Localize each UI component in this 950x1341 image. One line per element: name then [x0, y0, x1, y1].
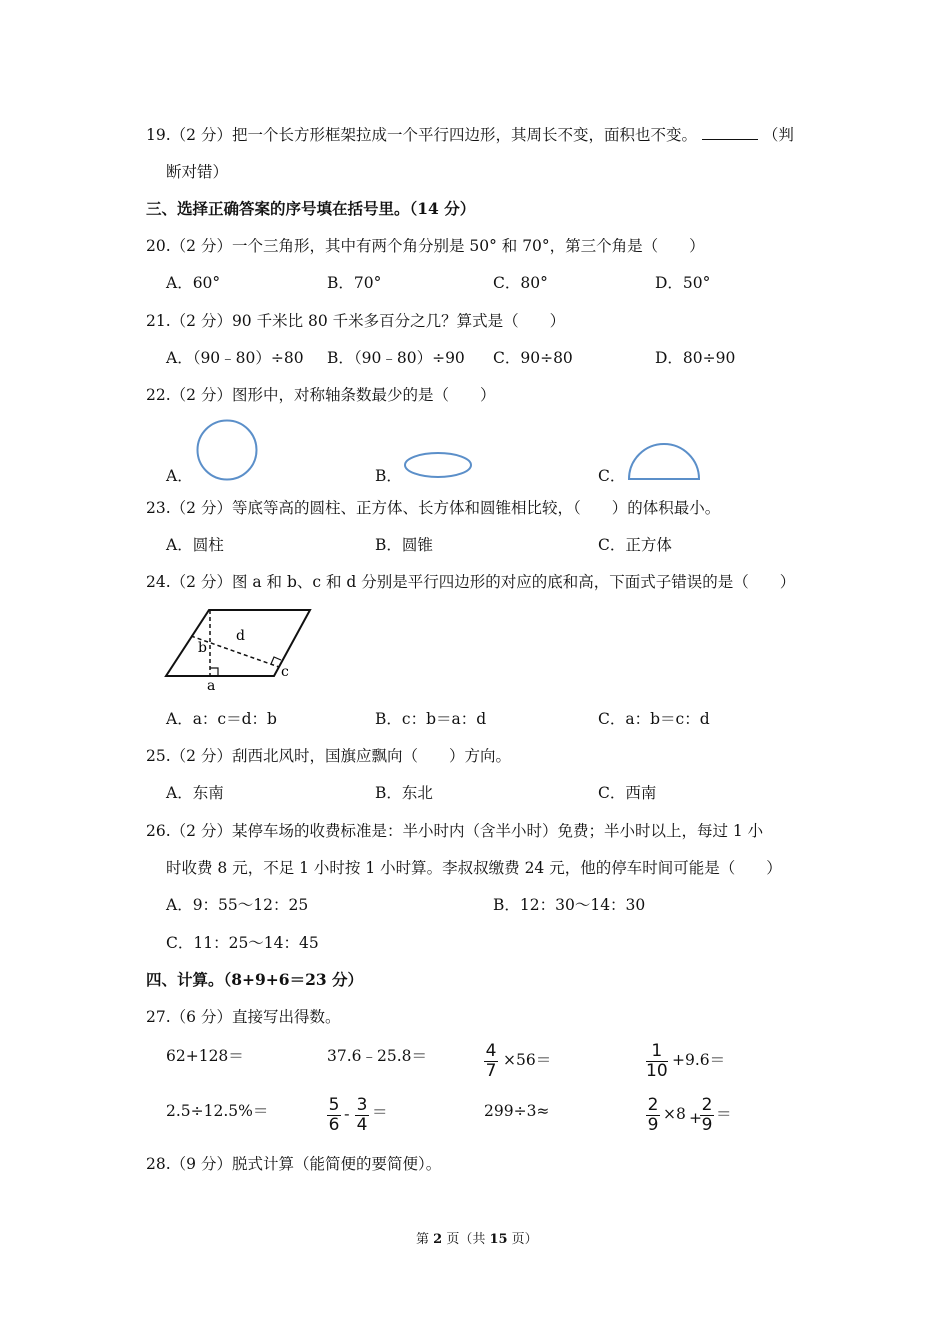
calc-8-operator: + [689, 1109, 702, 1127]
calc-5: 2.5÷12.5%＝ [166, 1102, 269, 1120]
parallelogram-figure [160, 604, 320, 694]
calc-8-rest: ＝ [716, 1105, 732, 1123]
ellipse-shape [402, 450, 474, 480]
q24-option-a[interactable]: A．a：c＝d：b [166, 710, 277, 728]
calc-2: 37.6﹣25.8＝ [327, 1047, 428, 1065]
section-3-title: 三、选择正确答案的序号填在括号里。（14 分） [146, 199, 476, 218]
q21-option-d[interactable]: D．80÷90 [655, 349, 736, 367]
calc-8-fraction-2: 2 9 [701, 1095, 713, 1135]
q20-text: 20.（2 分）一个三角形，其中有两个角分别是 50° 和 70°，第三个角是（ ） [146, 237, 705, 255]
q19-line1: 19.（2 分）把一个长方形框架拉成一个平行四边形，其周长不变，面积也不变。 （判 [146, 126, 794, 144]
q26-line2: 时收费 8 元，不足 1 小时按 1 小时算。李叔叔缴费 24 元，他的停车时间可能是（ ） [166, 859, 782, 877]
page-footer: 第 2 页（共 15 页） [416, 1232, 538, 1247]
label-c: c [281, 664, 289, 680]
q21-option-b[interactable]: B．（90﹣80）÷90 [327, 349, 465, 367]
q24-option-c[interactable]: C．a：b＝c：d [598, 710, 710, 728]
q27-text: 27.（6 分）直接写出得数。 [146, 1008, 341, 1026]
section-4-title: 四、计算。（8+9+6＝23 分） [146, 970, 364, 989]
label-a: a [207, 678, 216, 694]
calc-8-mid: ×8 [663, 1105, 686, 1123]
calc-4-rest: +9.6＝ [672, 1051, 726, 1069]
q25-option-c[interactable]: C．西南 [598, 784, 657, 802]
calc-1: 62+128＝ [166, 1047, 244, 1065]
q20-option-a[interactable]: A．60° [166, 274, 221, 292]
page-number: 2 [433, 1232, 443, 1247]
circle-shape [194, 418, 260, 482]
q26-option-a[interactable]: A．9：55～12：25 [166, 896, 309, 914]
calc-6-fraction-1: 5 6 [328, 1095, 340, 1135]
q21-text: 21.（2 分）90 千米比 80 千米多百分之几？算式是（ ） [146, 312, 566, 330]
q20-option-d[interactable]: D．50° [655, 274, 711, 292]
q25-option-a[interactable]: A．东南 [166, 784, 224, 802]
q26-option-c[interactable]: C．11：25～14：45 [166, 934, 319, 952]
calc-3-fraction: 4 7 [485, 1041, 497, 1081]
q25-option-b[interactable]: B．东北 [375, 784, 433, 802]
calc-6-operator: - [344, 1105, 350, 1123]
q22-text: 22.（2 分）图形中，对称轴条数最少的是（ ） [146, 386, 496, 404]
q26-option-b[interactable]: B．12：30～14：30 [493, 896, 646, 914]
q23-option-a[interactable]: A．圆柱 [166, 536, 224, 554]
q22-option-b[interactable]: B． [375, 467, 402, 485]
q23-option-c[interactable]: C．正方体 [598, 536, 672, 554]
q21-option-c[interactable]: C．90÷80 [493, 349, 573, 367]
total-pages: 15 [489, 1232, 508, 1247]
q25-text: 25.（2 分）刮西北风时，国旗应飘向（ ）方向。 [146, 747, 511, 765]
q21-option-a[interactable]: A．（90﹣80）÷80 [166, 349, 304, 367]
q22-option-c[interactable]: C． [598, 467, 626, 485]
calc-4-fraction: 1 10 [646, 1041, 668, 1081]
calc-6-fraction-2: 3 4 [356, 1095, 368, 1135]
q20-option-b[interactable]: B．70° [327, 274, 382, 292]
q26-line1: 26.（2 分）某停车场的收费标准是：半小时内（含半小时）免费；半小时以上，每过 1 小 [146, 822, 764, 840]
calc-3-rest: ×56＝ [503, 1051, 552, 1069]
calc-6-rest: ＝ [372, 1103, 388, 1121]
label-b: b [198, 640, 207, 656]
calc-8-fraction-1: 2 9 [647, 1095, 659, 1135]
calc-7: 299÷3≈ [484, 1102, 550, 1120]
q23-option-b[interactable]: B．圆锥 [375, 536, 433, 554]
q28-text: 28.（9 分）脱式计算（能简便的要简便）。 [146, 1155, 442, 1173]
q20-option-c[interactable]: C．80° [493, 274, 548, 292]
q24-text: 24.（2 分）图 a 和 b、c 和 d 分别是平行四边形的对应的底和高，下面式子错误的是（ ） [146, 573, 796, 591]
semicircle-shape [626, 441, 702, 483]
q22-option-a[interactable]: A． [166, 467, 193, 485]
answer-blank[interactable] [702, 125, 758, 140]
label-d: d [236, 628, 245, 644]
q24-option-b[interactable]: B．c：b＝a：d [375, 710, 487, 728]
q19-line2: 断对错） [166, 163, 229, 181]
q23-text: 23.（2 分）等底等高的圆柱、正方体、长方体和圆锥相比较，（ ）的体积最小。 [146, 499, 721, 517]
